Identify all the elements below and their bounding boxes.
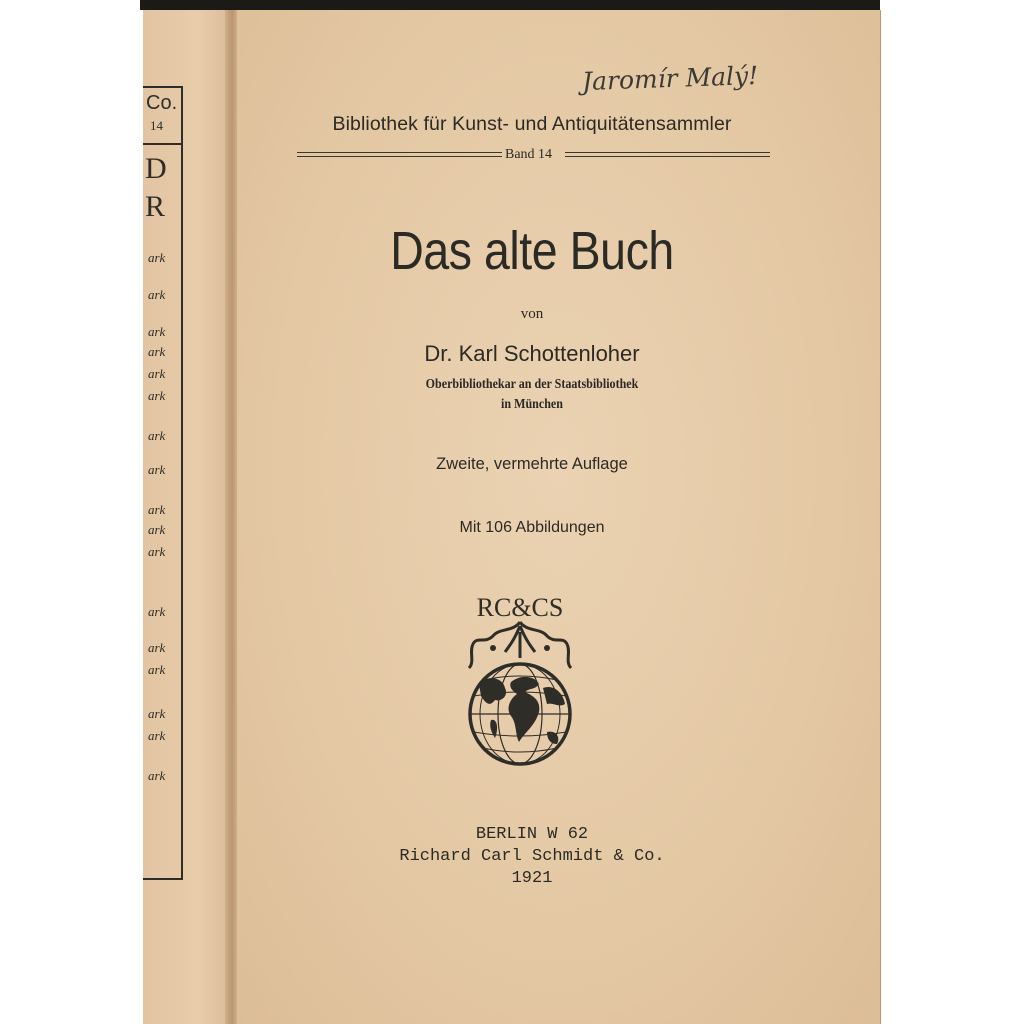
- author-role: Oberbibliothekar an der Staatsbibliothek: [425, 377, 639, 392]
- left-page-row-fragment: ark: [148, 522, 166, 537]
- handwritten-signature: Jaromír Malý!: [581, 60, 759, 97]
- publisher-city: BERLIN W 62: [475, 825, 589, 844]
- book-title: Das alte Buch: [390, 221, 674, 281]
- publisher-name: Richard Carl Schmidt & Co.: [399, 847, 665, 866]
- series-rule-right: [565, 152, 770, 153]
- left-page-row-fragment: ark: [148, 502, 166, 517]
- left-page-row-fragment: ark: [148, 706, 166, 721]
- left-page-row-fragment: ark: [148, 428, 166, 443]
- left-letter-r: R: [145, 190, 166, 223]
- author-name: Dr. Karl Schottenloher: [424, 341, 640, 366]
- left-header-co: Co.: [146, 92, 178, 114]
- publication-year: 1921: [511, 869, 553, 888]
- left-page-row-fragment: ark: [148, 366, 166, 381]
- series-rule-left-thin: [297, 156, 502, 157]
- left-page-row-fragment: ark: [148, 662, 166, 677]
- left-page-row-fragment: ark: [148, 728, 166, 743]
- left-page-row-fragment: ark: [148, 250, 166, 265]
- illustrations-note: Mit 106 Abbildungen: [459, 519, 605, 536]
- left-page-row-fragment: ark: [148, 462, 166, 477]
- left-page-row-fragment: ark: [148, 640, 166, 655]
- band-number: Band 14: [505, 147, 553, 162]
- author-location: in München: [501, 397, 563, 412]
- series-rule-left: [297, 152, 502, 153]
- logo-monogram: RC&CS: [476, 593, 564, 622]
- left-page-rule: [143, 143, 181, 145]
- by-label: von: [520, 306, 544, 322]
- dark-top-edge: [140, 0, 880, 10]
- series-title: Bibliothek für Kunst- und Antiquitätensammler: [332, 113, 732, 135]
- left-letter-d: D: [145, 152, 167, 185]
- left-page-row-fragment: ark: [148, 324, 166, 339]
- left-page-row-fragment: ark: [148, 544, 166, 559]
- left-page-row-fragment: ark: [148, 388, 166, 403]
- publisher-globe-logo: [455, 592, 585, 772]
- left-page-row-fragment: ark: [148, 344, 166, 359]
- left-header-num: 14: [150, 118, 163, 133]
- series-rule-right-thin: [565, 156, 770, 157]
- left-page-row-fragment: ark: [148, 768, 166, 783]
- edition-note: Zweite, vermehrte Auflage: [436, 455, 628, 473]
- left-page-row-fragment: ark: [148, 287, 166, 302]
- left-page-row-fragment: ark: [148, 604, 166, 619]
